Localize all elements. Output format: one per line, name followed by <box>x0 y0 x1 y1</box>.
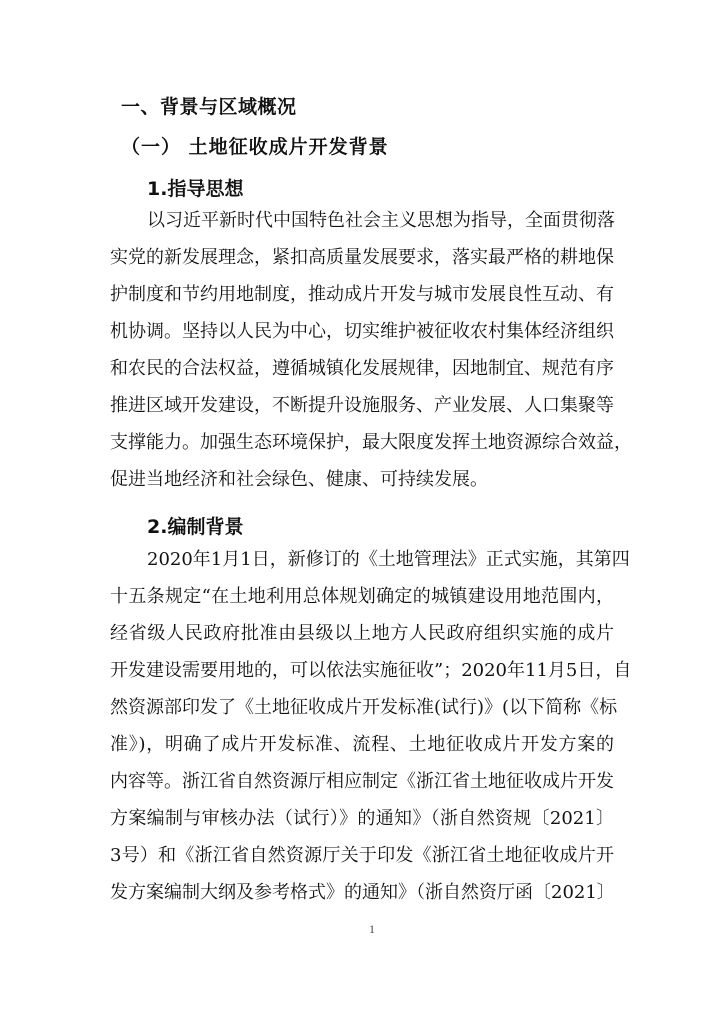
paragraph-line: 和农民的合法权益，遵循城镇化发展规律，因地制宜、规范有序 <box>110 358 614 379</box>
paragraph-line: 发方案编制大纲及参考格式》的通知》（浙自然资厅函〔2021〕 <box>110 882 615 903</box>
paragraph-line: 十五条规定“在土地利用总体规划确定的城镇建设用地范围内， <box>110 586 614 607</box>
heading-level2: （一） 土地征收成片开发背景 <box>121 136 389 158</box>
paragraph-line: 准》)，明确了成片开发标准、流程、土地征收成片开发方案的 <box>110 734 614 755</box>
paragraph-line: 以习近平新时代中国特色社会主义思想为指导，全面贯彻落 <box>147 210 615 231</box>
paragraph-line: 内容等。浙江省自然资源厅相应制定《浙江省土地征收成片开发 <box>110 771 614 792</box>
paragraph-line: 然资源部印发了《土地征收成片开发标准(试行)》(以下简称《标 <box>110 697 618 718</box>
paragraph-line: 方案编制与审核办法（试行）》的通知》（浙自然资规〔2021〕 <box>110 808 614 829</box>
paragraph-line: 支撑能力。加强生态环境保护，最大限度发挥土地资源综合效益， <box>110 432 632 453</box>
page-number: 1 <box>369 922 375 936</box>
paragraph-line: 3号）和《浙江省自然资源厅关于印发《浙江省土地征收成片开 <box>110 845 614 866</box>
paragraph-line: 护制度和节约用地制度，推动成片开发与城市发展良性互动、有 <box>110 284 614 305</box>
heading-level1: 一、背景与区域概况 <box>121 96 297 118</box>
paragraph-line: 推进区域开发建设，不断提升设施服务、产业发展、人口集聚等 <box>110 395 614 416</box>
section-title-background: 2.编制背景 <box>147 516 244 538</box>
paragraph-line: 经省级人民政府批准由县级以上地方人民政府组织实施的成片 <box>110 623 614 644</box>
paragraph-line: 促进当地经济和社会绿色、健康、可持续发展。 <box>110 469 488 490</box>
paragraph-line: 2020年1月1日，新修订的《土地管理法》正式实施，其第四 <box>147 549 630 570</box>
section-title-guiding-ideology: 1.指导思想 <box>147 178 244 200</box>
paragraph-line: 实党的新发展理念，紧扣高质量发展要求，落实最严格的耕地保 <box>110 247 614 268</box>
paragraph-line: 机协调。坚持以人民为中心，切实维护被征收农村集体经济组织 <box>110 321 614 342</box>
paragraph-line: 开发建设需要用地的，可以依法实施征收”；2020年11月5日，自 <box>110 660 632 681</box>
